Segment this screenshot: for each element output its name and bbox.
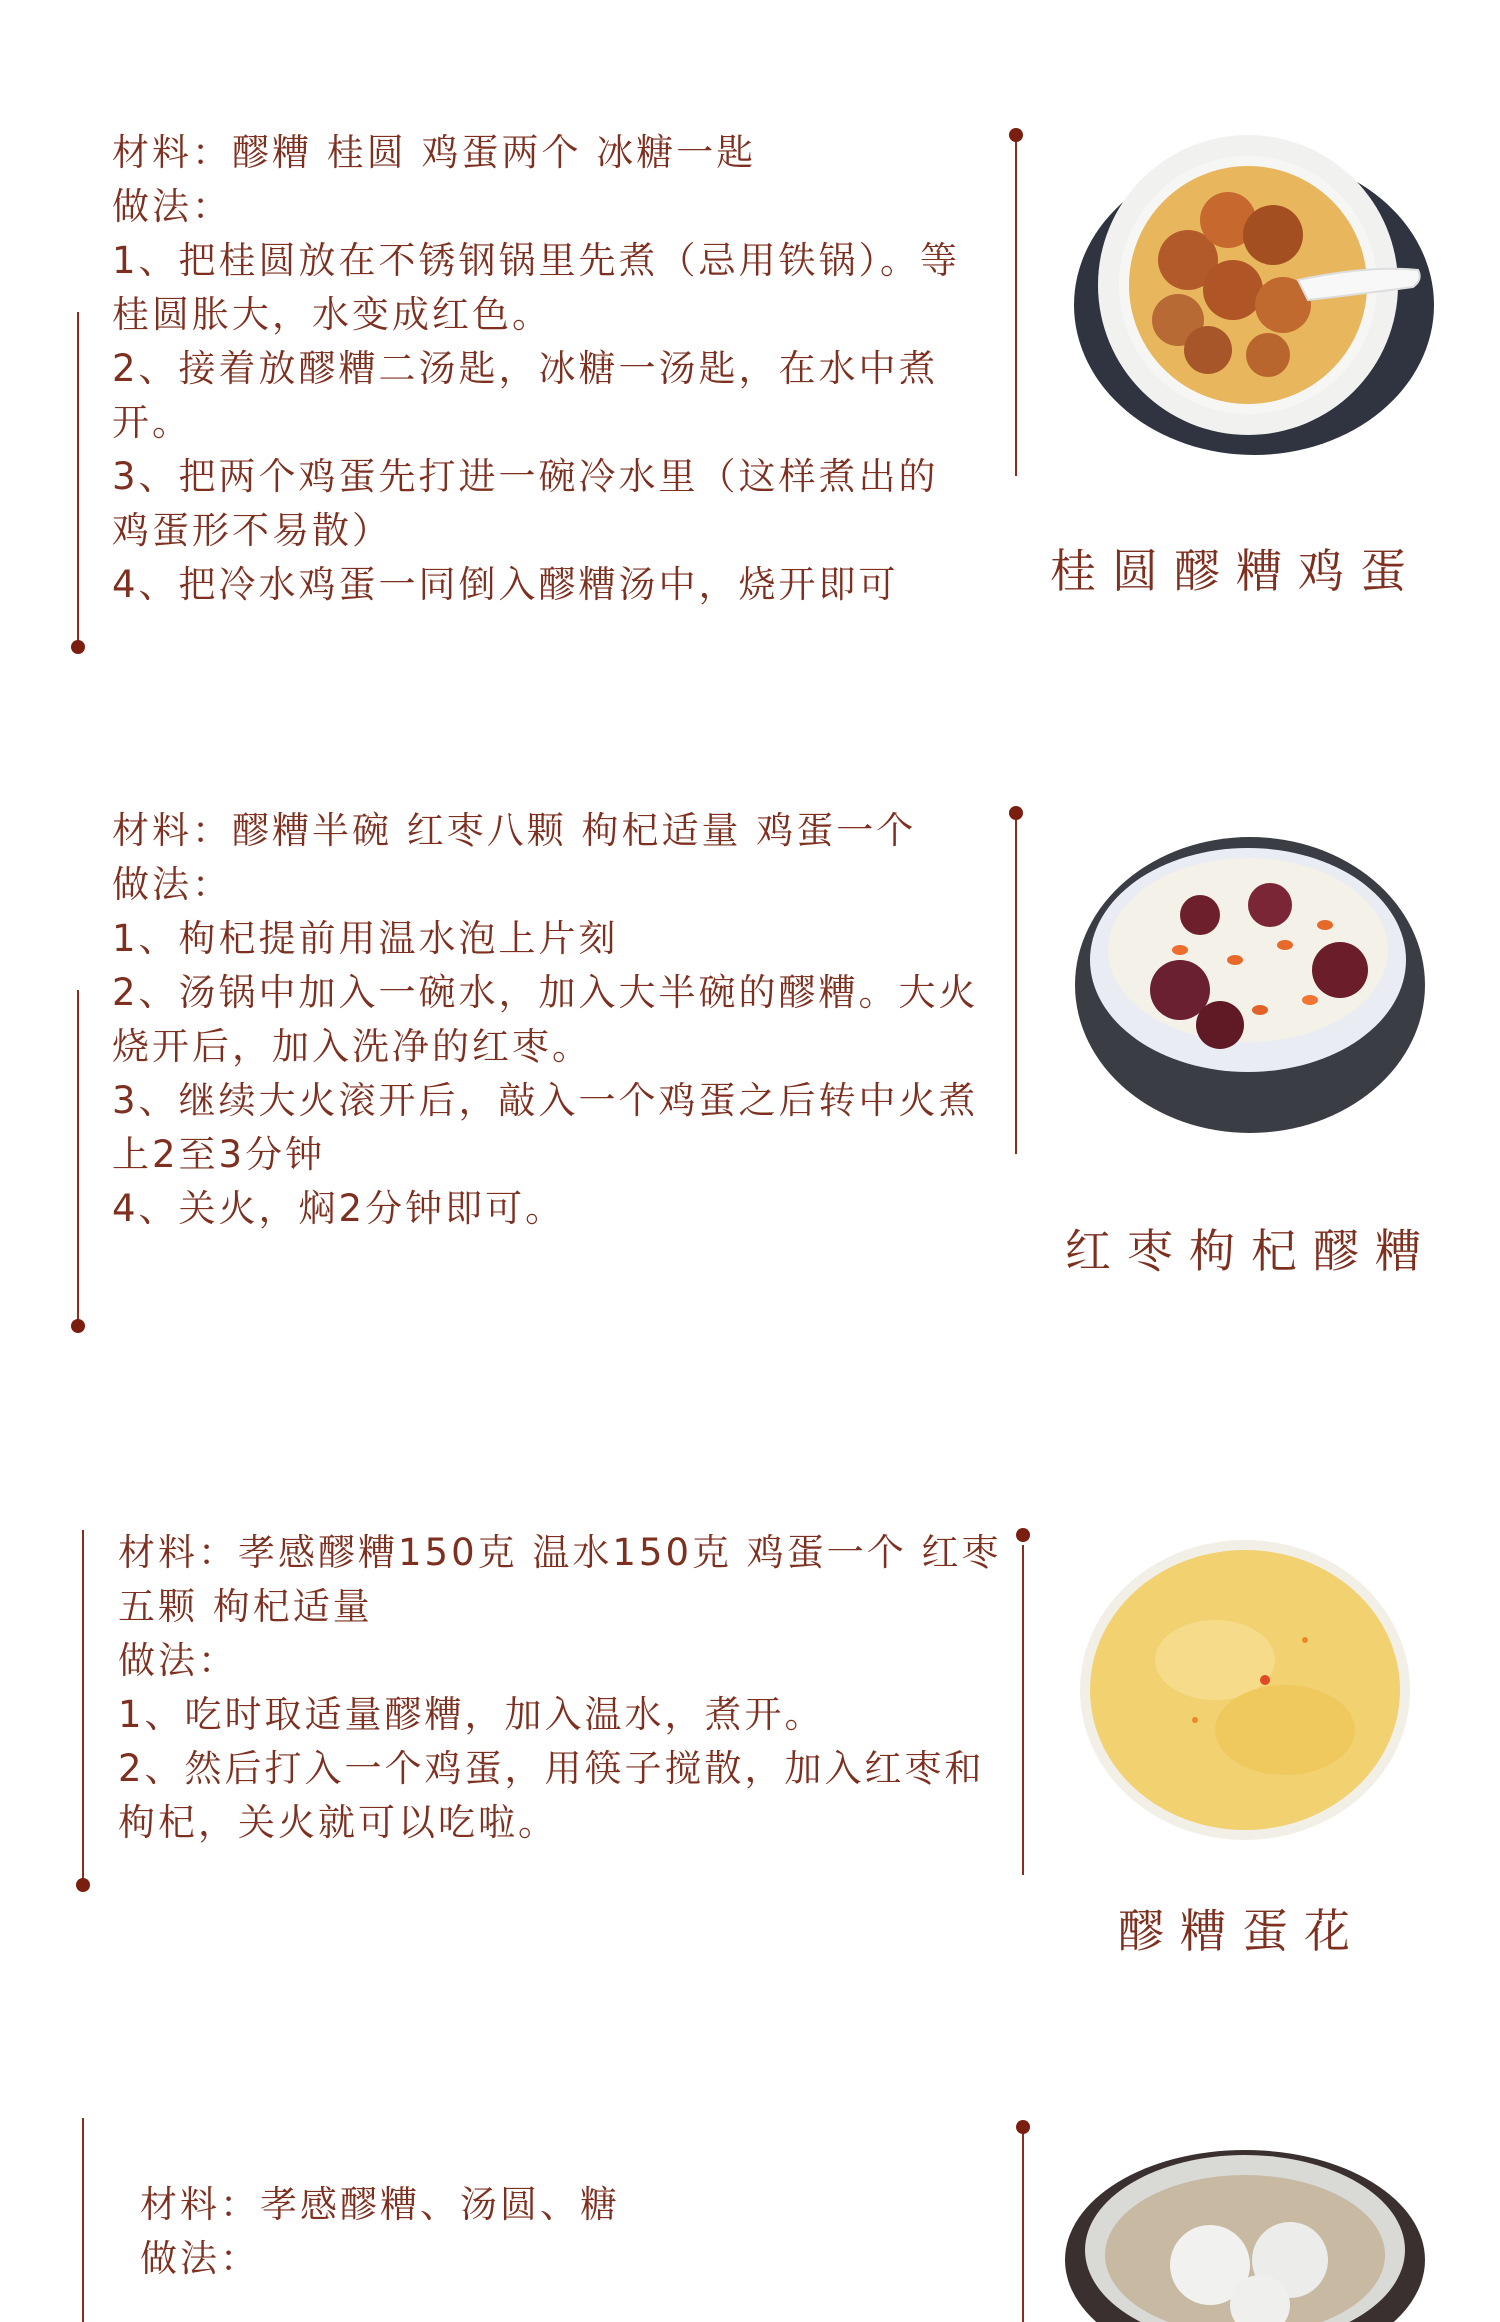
step-1: 1、枸杞提前用温水泡上片刻 xyxy=(112,917,619,960)
ingredients-line: 材料：孝感醪糟、汤圆、糖 xyxy=(140,2183,620,2226)
right-divider-line xyxy=(1022,2132,1024,2322)
left-divider-line xyxy=(77,312,79,646)
left-divider-line xyxy=(82,2118,84,2322)
right-divider-dot xyxy=(1016,2120,1030,2134)
dish-title: 桂圆醪糟鸡蛋 xyxy=(1050,544,1422,598)
ingredients-line: 材料：醪糟半碗 红枣八颗 枸杞适量 鸡蛋一个 xyxy=(112,809,917,852)
left-divider-line xyxy=(77,990,79,1325)
left-divider-dot xyxy=(76,1878,90,1892)
step-4: 4、把冷水鸡蛋一同倒入醪糟汤中，烧开即可 xyxy=(112,563,899,606)
recipe-text xyxy=(112,804,982,1236)
method-heading: 做法： xyxy=(112,863,232,906)
bowl-longan-egg-photo xyxy=(1068,115,1440,475)
step-1: 1、把桂圆放在不锈钢锅里先煮（忌用铁锅）。等桂圆胀大，水变成红色。 xyxy=(112,239,961,336)
method-heading: 做法： xyxy=(112,185,232,228)
recipe-text xyxy=(118,1526,1018,1850)
bowl-tangyuan-photo xyxy=(1060,2130,1430,2322)
right-divider-dot xyxy=(1009,806,1023,820)
ingredients-line: 材料：醪糟 桂圆 鸡蛋两个 冰糖一匙 xyxy=(112,131,757,174)
method-heading: 做法： xyxy=(140,2237,260,2280)
left-divider-dot xyxy=(71,1319,85,1333)
method-heading: 做法： xyxy=(118,1639,238,1682)
step-2: 2、然后打入一个鸡蛋，用筷子搅散，加入红枣和枸杞，关火就可以吃啦。 xyxy=(118,1747,985,1844)
bowl-jujube-goji-photo xyxy=(1070,785,1440,1145)
step-4: 4、关火，焖2分钟即可。 xyxy=(112,1187,566,1230)
recipe-text xyxy=(112,126,972,612)
right-divider-dot xyxy=(1016,1528,1030,1542)
step-1: 1、吃时取适量醪糟，加入温水，煮开。 xyxy=(118,1693,825,1736)
step-2: 2、汤锅中加入一碗水，加入大半碗的醪糟。大火烧开后，加入洗净的红枣。 xyxy=(112,971,979,1068)
dish-title: 红枣枸杞醪糟 xyxy=(1065,1224,1437,1278)
left-divider-line xyxy=(82,1530,84,1885)
recipe-text xyxy=(140,2178,1000,2286)
right-divider-dot xyxy=(1009,128,1023,142)
bowl-egg-drop-photo xyxy=(1075,1530,1415,1850)
left-divider-dot xyxy=(71,640,85,654)
dish-title: 醪糟蛋花 xyxy=(1118,1904,1366,1958)
right-divider-line xyxy=(1015,138,1017,476)
step-2: 2、接着放醪糟二汤匙，冰糖一汤匙，在水中煮开。 xyxy=(112,347,939,444)
right-divider-line xyxy=(1015,818,1017,1154)
step-3: 3、继续大火滚开后，敲入一个鸡蛋之后转中火煮上2至3分钟 xyxy=(112,1079,979,1176)
ingredients-line: 材料：孝感醪糟150克 温水150克 鸡蛋一个 红枣五颗 枸杞适量 xyxy=(118,1531,1002,1628)
right-divider-line xyxy=(1022,1545,1024,1875)
step-3: 3、把两个鸡蛋先打进一碗冷水里（这样煮出的鸡蛋形不易散） xyxy=(112,455,939,552)
